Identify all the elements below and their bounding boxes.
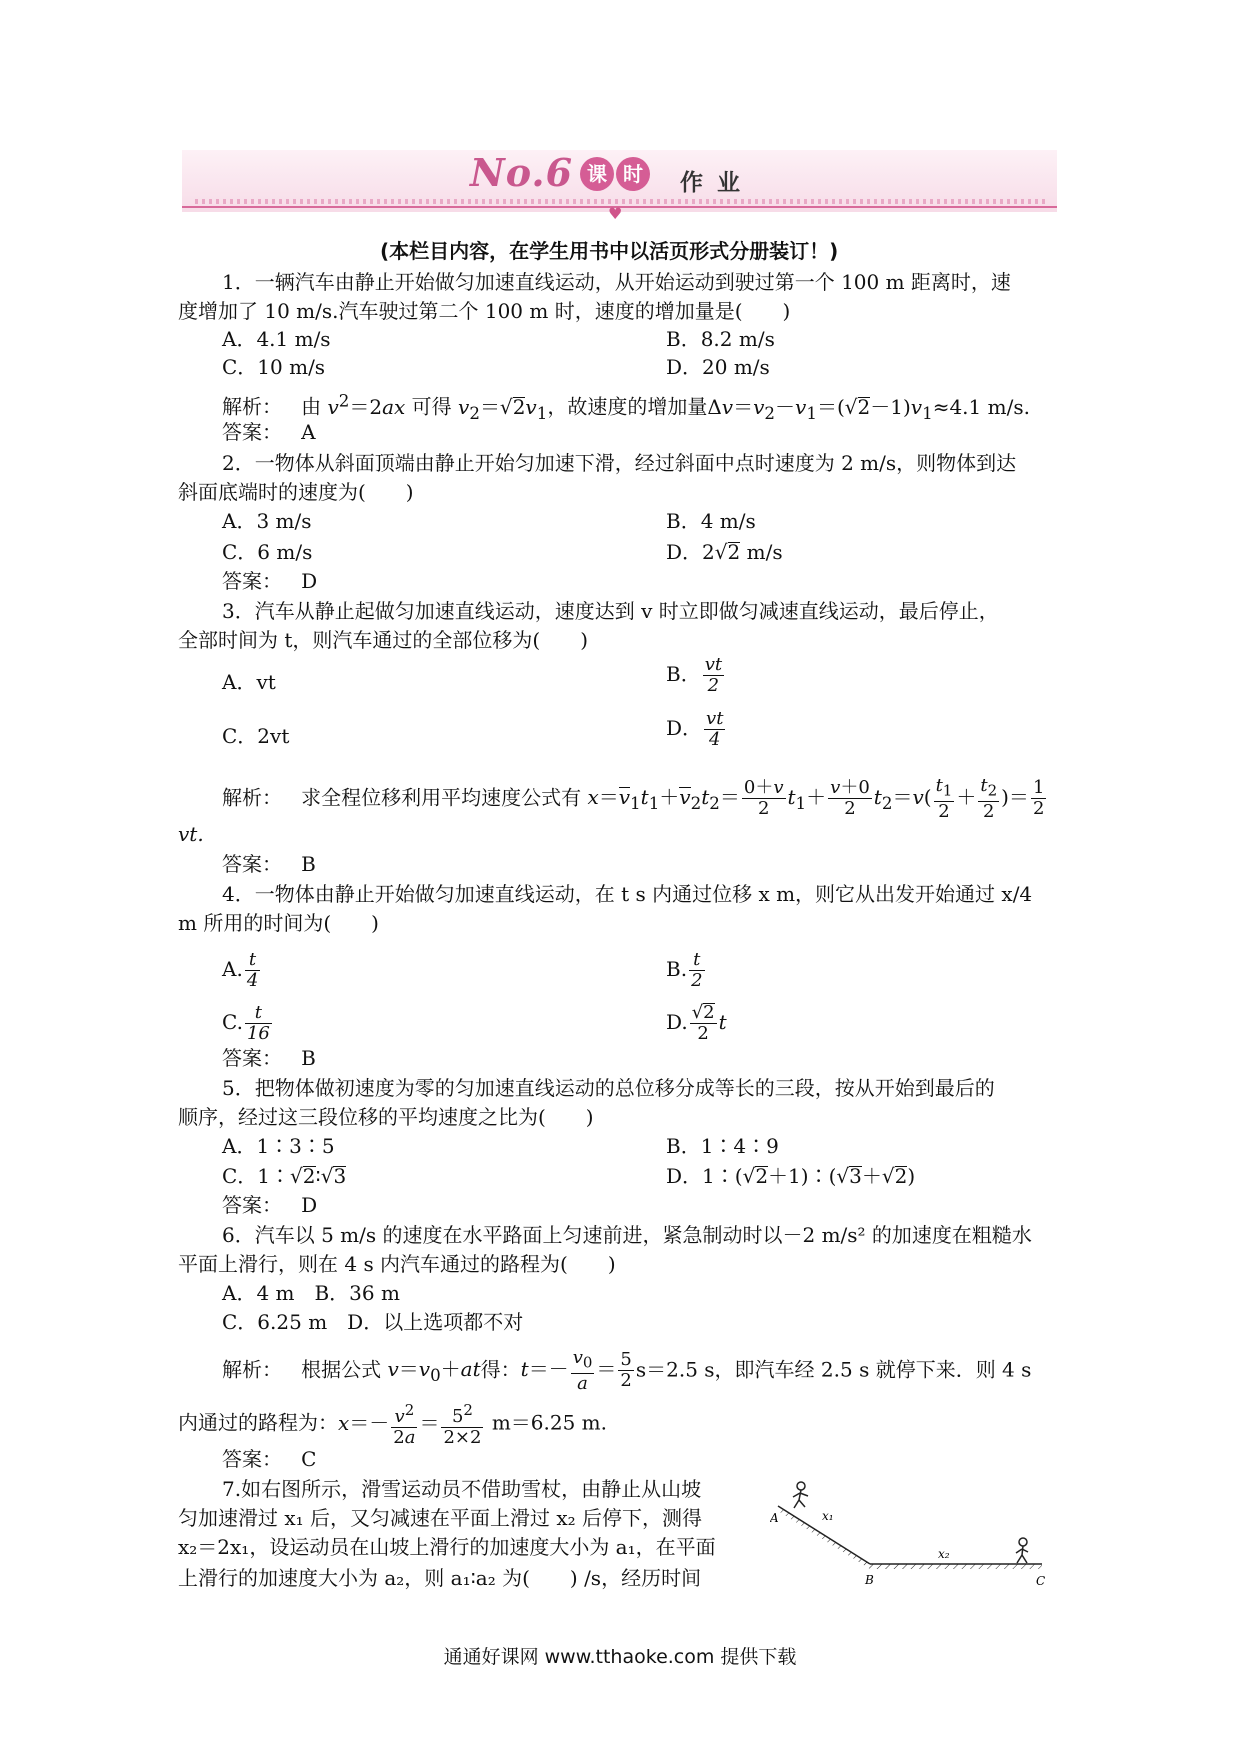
q4-option-c-frac — [245, 1003, 272, 1044]
q4-option-d-prefix: D. — [666, 1010, 688, 1034]
q6-answer-label: 答案： — [222, 1447, 282, 1471]
q3-option-b — [666, 655, 726, 696]
lesson-number: No.6 — [470, 150, 574, 195]
q4-option-b-prefix: B. — [666, 957, 688, 981]
q4-option-c — [222, 1003, 274, 1044]
q4-option-c-prefix: C. — [222, 1010, 243, 1034]
q5-answer-value: D — [301, 1193, 318, 1217]
q4-option-a — [222, 950, 262, 991]
q3-stem-line2: 全部时间为 t，则汽车通过的全部位移为( ) — [178, 628, 588, 652]
q1-answer-value: A — [301, 420, 316, 444]
keshi-badge — [580, 157, 652, 191]
q5-stem-line1: 5．把物体做初速度为零的匀加速直线运动的总位移分成等长的三段，按从开始到最后的 — [222, 1076, 995, 1100]
q6-analysis-text-a: 根据公式 — [301, 1357, 382, 1382]
q3-d-num: vt — [706, 708, 724, 729]
q2-stem-line1: 2．一物体从斜面顶端由静止开始匀加速下滑，经过斜面中点时速度为 2 m/s，则物体到达 — [222, 451, 1017, 475]
q2-option-a: A．3 m/s — [222, 509, 312, 533]
q1-formula-3: $\Delta v=v_2-v_1=(√2-1)v_1\approx 4.1$ m/s. — [707, 394, 1030, 423]
q6-analysis-line2 — [178, 1400, 607, 1448]
q6-answer-value: C — [301, 1447, 317, 1471]
q5-answer-label: 答案： — [222, 1193, 282, 1217]
q4-option-d-frac: $\frac{√2}{2}$ — [691, 1002, 715, 1044]
label-b: B — [865, 1573, 874, 1587]
q4-answer — [222, 1044, 316, 1072]
q4-d-radicand: 2 — [703, 1002, 715, 1023]
q3-option-b-frac — [703, 655, 724, 696]
q5-option-c-prefix: C．1∶ — [222, 1164, 291, 1188]
q2-answer-label: 答案： — [222, 569, 282, 593]
q4-c-den: 16 — [246, 1023, 270, 1044]
q2-answer-value: D — [301, 569, 318, 593]
label-x1: x₁ — [822, 1509, 834, 1523]
q3-option-b-prefix: B． — [666, 662, 701, 686]
q5-stem-line2: 顺序，经过这三段位移的平均速度之比为( ) — [178, 1105, 594, 1129]
q1-option-b: B．8.2 m/s — [666, 327, 775, 351]
q3-option-d-prefix: D． — [666, 716, 703, 740]
q2-option-d-prefix: D．2 — [666, 540, 715, 564]
q5-option-d: D．1∶(√2＋1)∶(√3＋√2) — [666, 1164, 916, 1188]
q5-option-d-prefix: D．1∶( — [666, 1164, 743, 1188]
q3-option-d — [666, 709, 727, 750]
q2-option-d-radicand: 2 — [727, 540, 741, 564]
q4-a-num: t — [245, 950, 260, 971]
q4-b-num: t — [689, 950, 704, 971]
label-c: C — [1036, 1574, 1046, 1588]
q5-option-a: A．1∶3∶5 — [222, 1134, 335, 1158]
q6-stem-line2: 平面上滑行，则在 4 s 内汽车通过的路程为( ) — [178, 1252, 616, 1276]
q1-stem-line2: 度增加了 10 m/s.汽车驶过第二个 100 m 时，速度的增加量是( ) — [178, 299, 791, 323]
q5-option-b: B．1∶4∶9 — [666, 1134, 779, 1158]
skier-icon-top — [793, 1482, 808, 1508]
q3-option-c: C．2vt — [222, 724, 290, 748]
q3-answer-value: B — [301, 852, 316, 876]
q6-formula-2: t＝－ $\frac{v_0}{a}$ ＝ $\frac{5}{2}$ — [520, 1347, 632, 1394]
q6-analysis-text-e: m＝6.25 m. — [491, 1410, 608, 1435]
q2-option-d-unit: m/s — [746, 540, 783, 564]
zuoye-label: 作 业 — [680, 170, 744, 196]
label-x2: x₂ — [938, 1547, 950, 1561]
q1-analysis-text-c: ，故速度的增加量 — [547, 394, 708, 419]
q4-option-b — [666, 950, 707, 991]
q7-line3: x₂＝2x₁，设运动员在山坡上滑行的加速度大小为 a₁，在平面 — [178, 1535, 716, 1559]
q1-option-c: C．10 m/s — [222, 355, 326, 379]
q4-stem-line1: 4．一物体由静止开始做匀加速直线运动，在 t s 内通过位移 x m，则它从出发开始通过 x/4 — [222, 882, 1033, 906]
q6-formula-3: x＝－ $\frac{v^2}{2a}$ ＝ $\frac{5^2}{2\times 2}$ — [338, 1401, 482, 1448]
q6-stem-line1: 6．汽车以 5 m/s 的速度在水平路面上匀速前进，紧急制动时以－2 m/s² 的加速度在粗糙水 — [222, 1223, 1032, 1247]
q1-option-a: A．4.1 m/s — [222, 327, 331, 351]
q6-answer — [222, 1445, 316, 1473]
q3-option-a: A．vt — [222, 670, 276, 694]
q1-formula-2: $v_2=√2v_1$ — [458, 394, 548, 423]
q6-analysis-text-d: 内通过的路程为： — [178, 1410, 338, 1435]
q3-stem-line1: 3．汽车从静止起做匀加速直线运动，速度达到 v 时立即做匀减速直线运动，最后停止， — [222, 599, 999, 623]
q1-answer-label: 答案： — [222, 420, 282, 444]
q4-c-num: t — [245, 1003, 272, 1024]
q4-answer-value: B — [301, 1046, 316, 1070]
q3-analysis-label: 解析： — [222, 785, 282, 810]
q5-option-c: C．1∶√2∶√3 — [222, 1164, 347, 1188]
q2-option-b: B．4 m/s — [666, 509, 756, 533]
q2-option-c: C．6 m/s — [222, 540, 313, 564]
keshi-char-2: 时 — [616, 157, 650, 191]
q4-option-a-frac — [245, 950, 260, 991]
ski-slope-figure — [770, 1472, 1055, 1600]
q4-option-d — [666, 1003, 727, 1044]
footer-text: 通通好课网 www.tthaoke.com 提供下载 — [443, 1646, 797, 1668]
label-a: A — [770, 1511, 779, 1525]
q2-option-d: D．2√2 m/s — [666, 540, 783, 564]
q1-stem-line1: 1．一辆汽车由静止开始做匀加速直线运动，从开始运动到驶过第一个 100 m 距离时，速 — [222, 270, 1011, 294]
q4-answer-label: 答案： — [222, 1046, 282, 1070]
q3-b-den: 2 — [707, 675, 720, 696]
keshi-char-1: 课 — [580, 157, 614, 191]
q6-analysis-line1 — [222, 1348, 1031, 1394]
q2-stem-line2: 斜面底端时的速度为( ) — [178, 480, 414, 504]
q3-formula: $x=v_1t_1+v_2t_2=$ $\frac{0+v}{2}$ $t_1+$ $\frac{v+0}{2}$ $t_2=v$( $\frac{t_1}{2}$ ＋ $\frac{t_2}{2}$ )＝ $\frac{1}{2}$ — [587, 775, 1045, 822]
q6-options-ab: A．4 m B．36 m — [222, 1281, 400, 1305]
heart-icon: ♥ — [608, 204, 623, 223]
q2-answer — [222, 567, 317, 595]
q1-analysis — [222, 387, 1030, 428]
q3-analysis-text: 求全程位移利用平均速度公式有 — [301, 785, 582, 810]
q4-stem-line2: m 所用的时间为( ) — [178, 911, 379, 935]
q3-answer-label: 答案： — [222, 852, 282, 876]
q3-d-den: 4 — [709, 729, 721, 750]
q3-answer — [222, 850, 316, 878]
q6-analysis-label: 解析： — [222, 1357, 282, 1382]
q3-analysis-end: vt. — [178, 822, 204, 846]
q7-line2: 匀加速滑过 x₁ 后，又匀减速在平面上滑过 x₂ 后停下，测得 — [178, 1506, 703, 1530]
q6-formula-1: $v=v_0+at$ — [387, 1357, 481, 1386]
binding-note: (本栏目内容，在学生用书中以活页形式分册装订！) — [380, 239, 839, 263]
q1-formula-1: $v^2=2ax$ — [327, 391, 406, 419]
q7-line4: 上滑行的加速度大小为 a₂，则 a₁∶a₂ 为( ) /s，经历时间 — [178, 1566, 702, 1590]
q6-options-cd: C．6.25 m D．以上选项都不对 — [222, 1310, 524, 1334]
q7-line1: 7.如右图所示，滑雪运动员不借助雪杖，由静止从山坡 — [222, 1477, 702, 1501]
q4-d-post: t — [718, 1010, 727, 1034]
q3-option-d-frac — [704, 709, 725, 750]
q4-d-den: 2 — [697, 1023, 709, 1044]
q5-answer — [222, 1191, 317, 1219]
q4-option-a-prefix: A. — [222, 957, 243, 981]
q3-b-num: vt — [704, 654, 723, 675]
q1-analysis-text-a: 由 — [301, 394, 322, 419]
q4-a-den: 4 — [246, 970, 259, 991]
q6-analysis-text-c: s＝2.5 s，即汽车经 2.5 s 就停下来．则 4 s — [635, 1357, 1032, 1382]
q1-analysis-label: 解析： — [222, 394, 282, 419]
q1-option-d: D．20 m/s — [666, 355, 770, 379]
q6-analysis-text-b: 得： — [480, 1357, 521, 1382]
q1-analysis-text-b: 可得 — [411, 394, 452, 419]
q3-analysis — [222, 776, 1048, 822]
skier-icon-bottom — [1016, 1538, 1028, 1563]
q1-answer — [222, 418, 316, 446]
q4-option-b-frac — [689, 950, 704, 991]
q4-b-den: 2 — [691, 970, 703, 991]
